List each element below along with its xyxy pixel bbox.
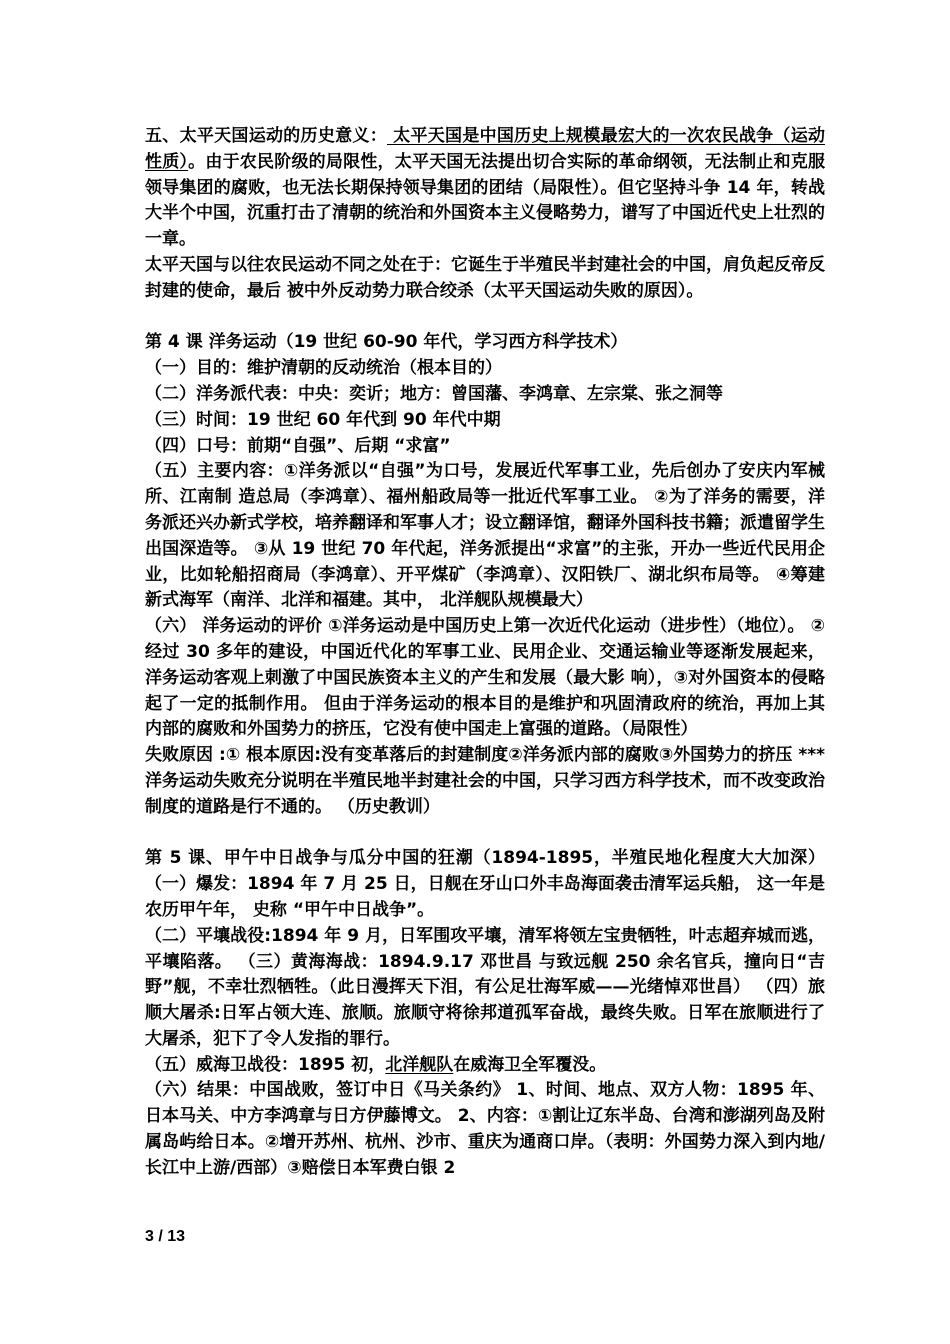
lesson4-failure-reasons: 失败原因 :① 根本原因:没有变革落后的封建制度②洋务派内部的腐败③外国势力的挤压 *** 洋务运动失败充分说明在半殖民地半封建社会的中国，只学习西方科学技术，而不改变政治制度的道路是行不通的。 （历史教训） xyxy=(145,745,825,817)
lesson5-result: （六）结果：中国战败，签订中日《马关条约》 1、时间、地点、双方人物：1895 年、日本马关、中方李鸿章与日方伊藤博文。 2、内容：①割让辽东半岛、台湾和澎湖列岛及附属岛屿给日本。②增开苏州、杭州、沙市、重庆为通商口岸。（表明：外国势力深入到内地/长江中上游/西部）③赔偿日本军费白银 2 xyxy=(145,1080,825,1178)
lesson4-item-5: （五）主要内容：①洋务派以“自强”为口号，发展近代军事工业，先后创办了安庆内军械所、江南制 造总局（李鸿章）、福州船政局等一批近代军事工业。 ②为了洋务的需要，洋务派还兴办新式学校，培养翻译和军事人才；设立翻译馆，翻译外国科技书籍；派遣留学生出国深造等。 ③从 19 世纪 70 年代起，洋务派提出“求富”的主张，开办一些近代民用企业，比如轮船招商局（李鸿章）、开平煤矿（李鸿章）、汉阳铁厂、湖北织布局等。 ④筹建新式海军（南洋、北洋和福建。其中， 北洋舰队规模最大） xyxy=(145,461,825,611)
lesson4-title: 第 4 课 洋务运动（19 世纪 60-90 年代，学习西方科学技术） xyxy=(145,332,628,353)
lesson5-intro: 第 5 课、甲午中日战争与瓜分中国的狂潮（1894-1895，半殖民地化程度大大加深） （一）爆发：1894 年 7 月 25 日，日舰在牙山口外丰岛海面袭击清军运兵船， 这一年是农历甲午年， 史称 “甲午中日战争”。 xyxy=(145,848,825,920)
section5-heading: 五、太平天国运动的历史意义： xyxy=(145,126,387,146)
lesson5-weihaiwei xyxy=(145,1053,825,1079)
section5-underlined-text: 太平天国是中国历史上规模最宏大的一次农民战争（运动性质） xyxy=(145,126,826,172)
section5-body: 。由于农民阶级的局限性，太平天国无法提出切合实际的革命纲领，无法制止和克服领导集团的腐败，也无法长期保持领导集团的团结（局限性）。但它坚持斗争 14 年，转战大半个中国，沉重打击了清朝的统治和外国资本主义侵略势力，谱写了中国近代史上壮烈的一章。 xyxy=(145,151,826,250)
lesson4-item-4: （四）口号：前期“自强”、后期 “求富” xyxy=(145,435,451,456)
section5-paragraph-2: 太平天国与以往农民运动不同之处在于：它诞生于半殖民半封建社会的中国，肩负起反帝反封建的使命，最后 被中外反动势力联合绞杀（太平天国运动失败的原因）。 xyxy=(145,254,825,301)
page-content xyxy=(145,124,825,1182)
paragraph-gap xyxy=(145,305,825,331)
lesson5-battles: （二）平壤战役:1894 年 9 月，日军围攻平壤，清军将领左宝贵牺牲，叶志超弃城而逃，平壤陷落。 （三）黄海海战：1894.9.17 邓世昌 与致远舰 250 余名官兵，撞向日“吉野”舰，不幸壮烈牺牲。（此日漫挥天下泪，有公足壮海军威——光绪悼邓世昌） （四）旅顺大屠杀:日军占领大连、旅顺。旅顺守将徐邦道孤军奋战，最终失败。日军在旅顺进行了大屠杀，犯下了令人发指的罪行。 xyxy=(145,925,825,1049)
lesson4-item-2: （二）洋务派代表：中央：奕䜣；地方：曾国藩、李鸿章、左宗棠、张之洞等 xyxy=(145,383,723,404)
paragraph-gap xyxy=(145,821,825,847)
lesson4-item-6: （六） 洋务运动的评价 ①洋务运动是中国历史上第一次近代化运动（进步性）（地位）。 ②经过 30 多年的建设，中国近代化的军事工业、民用企业、交通运输业等逐渐发展起来，洋务运动客观上刺激了中国民族资本主义的产生和发展（最大影 响），③对外国资本的侵略起了一定的抵制作用。 但由于洋务运动的根本目的是维护和巩固清政府的统治，再加上其内部的腐败和外国势力的挤压，它没有使中国走上富强的道路。（局限性） xyxy=(145,616,825,740)
beiyang-fleet-link: 北洋舰队 xyxy=(385,1054,454,1075)
lesson4-item-1: （一）目的：维护清朝的反动统治（根本目的） xyxy=(145,358,502,379)
section5-paragraph xyxy=(145,124,825,253)
lesson4-item-3: （三）时间：19 世纪 60 年代到 90 年代中期 xyxy=(145,409,501,430)
lesson5-weihaiwei-rest: 在威海卫全军覆没。 xyxy=(453,1054,607,1075)
lesson5-weihaiwei-lead: （五）威海卫战役：1895 初， xyxy=(145,1054,386,1075)
page-number: 3 / 13 xyxy=(145,1228,186,1245)
